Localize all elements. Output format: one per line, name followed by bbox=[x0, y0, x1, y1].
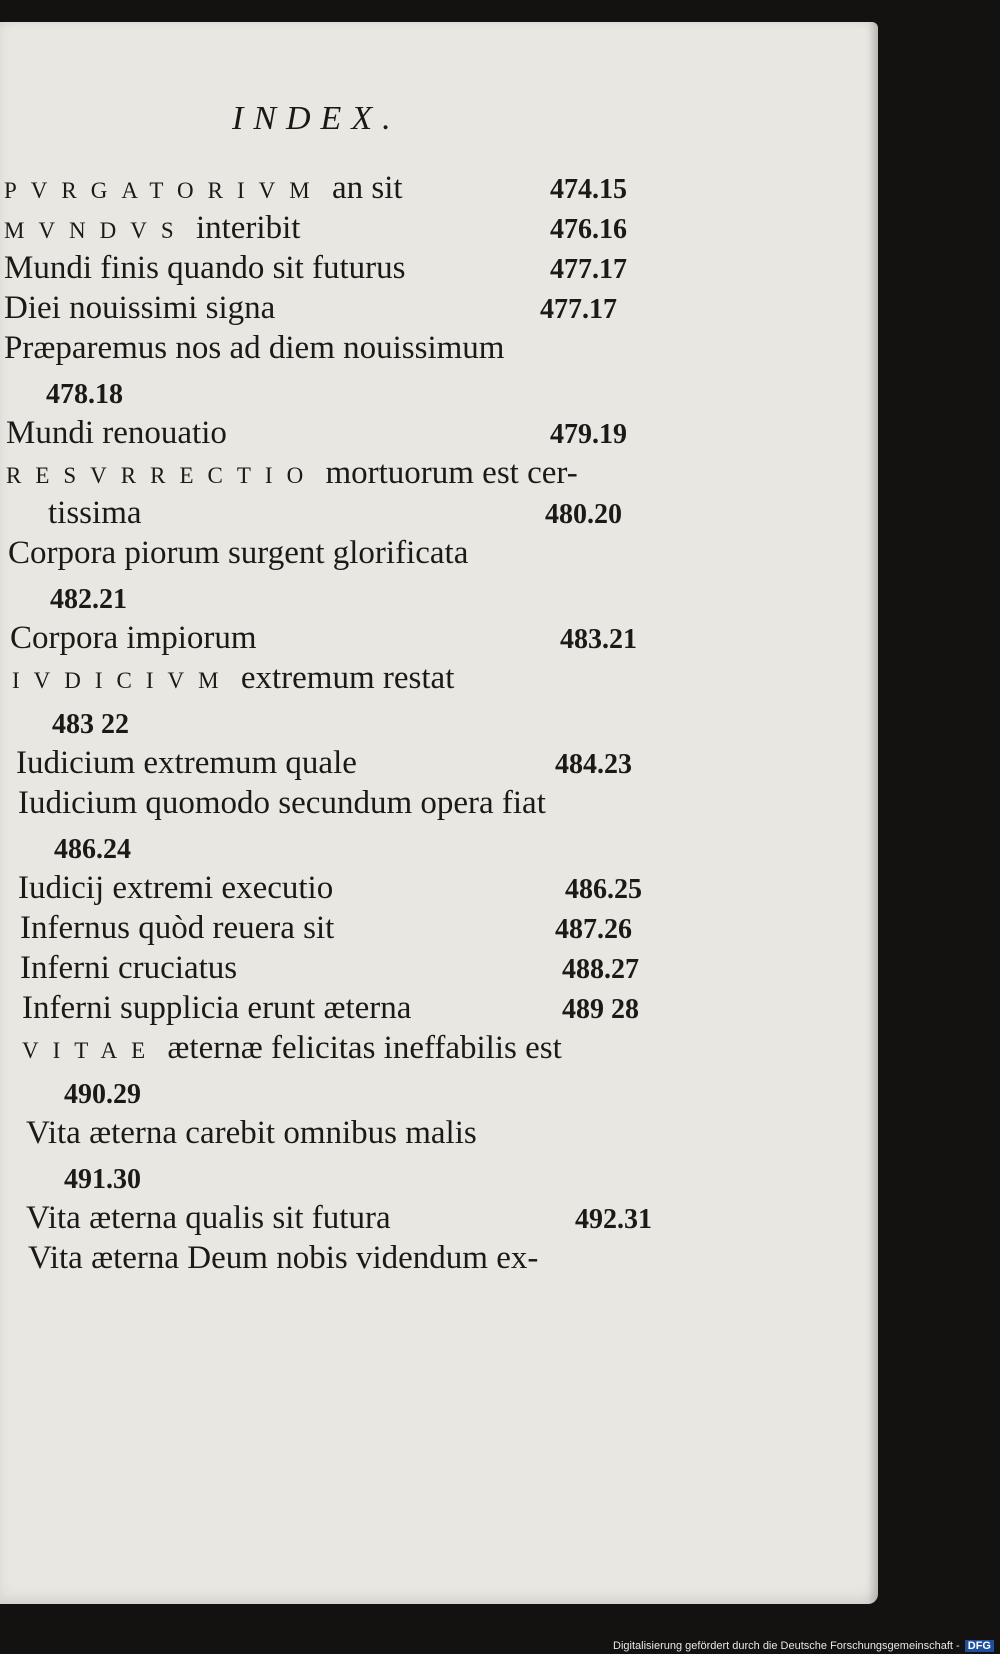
entry-label bbox=[4, 332, 504, 365]
entry-text: Corpora piorum surgent glorificata bbox=[8, 535, 469, 571]
entry-label bbox=[28, 1242, 538, 1275]
entry-text: æternæ felicitas ineffabilis est bbox=[159, 1030, 562, 1066]
entry-page-number: 486.24 bbox=[54, 834, 131, 865]
entry-page-number: 474.15 bbox=[550, 174, 627, 205]
entry-small-caps: RESVRRECTIO bbox=[6, 463, 318, 488]
entry-label bbox=[20, 952, 237, 985]
entry-text: Infernus quòd reuera sit bbox=[20, 910, 335, 946]
entry-label bbox=[6, 417, 227, 450]
index-entry bbox=[0, 172, 878, 216]
entry-page-number: 483 22 bbox=[52, 709, 129, 740]
entry-label bbox=[4, 292, 275, 325]
entry-text: Diei nouissimi signa bbox=[4, 290, 276, 326]
entry-text: Inferni cruciatus bbox=[20, 950, 238, 986]
entry-small-caps: VITAE bbox=[22, 1038, 160, 1063]
entry-label bbox=[10, 622, 257, 655]
index-entry bbox=[0, 1242, 878, 1286]
entry-text: Mundi finis quando sit futurus bbox=[4, 250, 406, 286]
entry-text: Inferni supplicia erunt æterna bbox=[22, 990, 412, 1026]
entry-label bbox=[12, 662, 454, 695]
entry-text: Iudicij extremi executio bbox=[18, 870, 334, 906]
entry-page-number: 486.25 bbox=[565, 874, 642, 905]
entry-page-number: 492.31 bbox=[575, 1204, 652, 1235]
index-entry bbox=[0, 332, 878, 376]
entry-label bbox=[4, 212, 300, 245]
entry-page-number: 491.30 bbox=[64, 1164, 141, 1195]
entry-text: mortuorum est cer- bbox=[317, 455, 578, 491]
entry-text: Iudicium extremum quale bbox=[16, 745, 357, 781]
entry-label bbox=[22, 992, 411, 1025]
entry-page-number: 477.17 bbox=[550, 254, 627, 285]
entry-label bbox=[8, 537, 468, 570]
entry-text: Præparemus nos ad diem nouissimum bbox=[4, 330, 505, 366]
index-entry bbox=[0, 537, 878, 581]
dfg-logo: DFG bbox=[965, 1640, 994, 1652]
entry-text: Vita æterna carebit omnibus malis bbox=[26, 1115, 477, 1151]
entry-small-caps: IVDICIVM bbox=[12, 668, 233, 693]
entry-page-number: 476.16 bbox=[550, 214, 627, 245]
entry-page-number: 489 28 bbox=[562, 994, 639, 1025]
entry-label bbox=[48, 497, 142, 530]
entry-label bbox=[18, 787, 546, 820]
entry-small-caps: PVRGATORIVM bbox=[4, 178, 324, 203]
entry-page-number: 488.27 bbox=[562, 954, 639, 985]
digitization-credit bbox=[613, 1640, 994, 1652]
entry-label bbox=[16, 747, 357, 780]
entry-page-number: 482.21 bbox=[50, 584, 127, 615]
entry-label bbox=[4, 172, 403, 205]
entry-text: Iudicium quomodo secundum opera fiat bbox=[18, 785, 546, 821]
book-page bbox=[0, 22, 878, 1604]
index-entry bbox=[0, 1117, 878, 1161]
entry-label bbox=[26, 1202, 391, 1235]
entry-text: extremum restat bbox=[232, 660, 455, 696]
entry-page-number: 483.21 bbox=[560, 624, 637, 655]
entry-label bbox=[18, 872, 333, 905]
entry-text: tissima bbox=[48, 495, 142, 531]
entry-page-number: 487.26 bbox=[555, 914, 632, 945]
entry-small-caps: MVNDVS bbox=[4, 218, 188, 243]
index-entry bbox=[0, 787, 878, 831]
entry-text: Vita æterna Deum nobis videndum ex- bbox=[28, 1240, 539, 1276]
entry-label bbox=[6, 457, 578, 490]
entry-page-number: 480.20 bbox=[545, 499, 622, 530]
entry-text: Vita æterna qualis sit futura bbox=[26, 1200, 391, 1236]
entry-page-number: 477.17 bbox=[540, 294, 617, 325]
entry-page-number: 490.29 bbox=[64, 1079, 141, 1110]
page-header: INDEX. bbox=[232, 100, 401, 137]
credit-text: Digitalisierung gefördert durch die Deutsche Forschungsgemeinschaft - bbox=[613, 1640, 960, 1652]
entry-text: Mundi renouatio bbox=[6, 415, 227, 451]
entry-label bbox=[22, 1032, 562, 1065]
entry-page-number: 478.18 bbox=[46, 379, 123, 410]
entry-label bbox=[20, 912, 334, 945]
entry-label bbox=[4, 252, 406, 285]
entry-page-number: 484.23 bbox=[555, 749, 632, 780]
entry-text: an sit bbox=[323, 170, 403, 206]
index-entry bbox=[0, 1032, 878, 1076]
entry-page-number: 479.19 bbox=[550, 419, 627, 450]
entry-label bbox=[26, 1117, 477, 1150]
index-entry bbox=[0, 662, 878, 706]
entry-text: interibit bbox=[187, 210, 301, 246]
entry-text: Corpora impiorum bbox=[10, 620, 257, 656]
